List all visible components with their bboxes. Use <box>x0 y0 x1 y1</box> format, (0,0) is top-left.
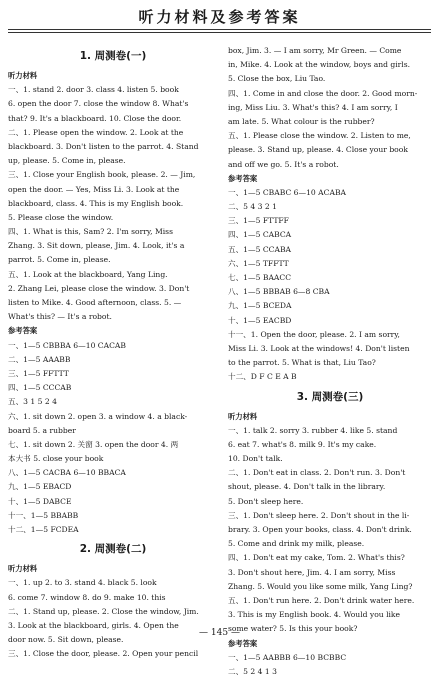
text-line: 三、1—5 FFTTT <box>8 368 69 378</box>
text-line: 八、1—5 CACBA 6—10 BBACA <box>8 468 126 478</box>
text-line: 三、1. Don't sleep here. 2. Don't shout in the li- <box>228 510 410 520</box>
text-line: 一、1—5 AABBB 6—10 BCBBC <box>228 652 347 662</box>
right-column <box>228 44 432 679</box>
text-line: 五、1. Look at the blackboard, Yang Ling. <box>8 269 168 279</box>
title-rule-top <box>8 29 431 30</box>
text-line: 3. This is my English book. 4. Would you like <box>228 610 401 620</box>
text-line: 二、1. Don't eat in class. 2. Don't run. 3. Don't <box>228 468 406 478</box>
text-line: 六、1—5 TFFTT <box>228 258 289 268</box>
text-line: 九、1—5 EBACD <box>8 482 72 492</box>
subsection-heading: 参考答案 <box>8 326 38 336</box>
text-line: 六、1. sit down 2. open 3. a window 4. a black- <box>8 411 188 421</box>
text-line: 5. Come and drink my milk, please. <box>228 539 365 549</box>
section-heading: 1. 周测卷(一) <box>79 50 147 62</box>
text-line: 十二、1—5 FCDEA <box>8 525 79 534</box>
text-line: and off we go. 5. It's a robot. <box>228 159 339 169</box>
text-line: 四、1. What is this, Sam? 2. I'm sorry, Miss <box>8 227 173 237</box>
text-line: board 5. a rubber <box>8 425 76 435</box>
text-line: 本大书 5. close your book <box>8 454 104 464</box>
subsection-heading: 听力材料 <box>8 564 38 574</box>
text-line: 三、1. Close the door, please. 2. Open your pencil <box>8 649 199 659</box>
page-number: — 145 — <box>199 628 240 638</box>
section-heading: 2. 周测卷(二) <box>79 543 147 556</box>
text-line: some water? 5. Is this your book? <box>228 624 358 634</box>
text-line: in, Mike. 4. Look at the window, boys and girls. <box>228 60 411 70</box>
text-line: 十二、D F C E A B <box>228 372 297 382</box>
text-line: am late. 5. What colour is the rubber? <box>228 116 375 126</box>
text-line: 一、1. stand 2. door 3. class 4. listen 5. book <box>8 85 179 95</box>
text-line: 十一、1. Open the door, please. 2. I am sorry, <box>228 329 400 339</box>
text-line: 三、1—5 FTTFF <box>228 216 289 226</box>
text-line: 四、1. Don't eat my cake, Tom. 2. What's this? <box>228 553 405 563</box>
subsection-heading: 听力材料 <box>228 411 258 421</box>
text-line: ing, Miss Liu. 3. What's this? 4. I am sorry, I <box>228 102 398 112</box>
title-rule-bottom <box>8 32 431 33</box>
text-line: What's this? — It's a robot. <box>8 312 112 322</box>
text-line: open the door. — Yes, Miss Li. 3. Look at the <box>8 184 180 194</box>
text-line: 6. eat 7. what's 8. milk 9. It's my cake. <box>228 439 377 449</box>
text-line: Zhang. 3. Sit down, please, Jim. 4. Look, it's a <box>8 241 185 251</box>
text-line: 五、1. Please close the window. 2. Listen to me, <box>228 131 411 141</box>
text-line: Zhang. 5. Would you like some milk, Yang Ling? <box>228 581 413 591</box>
text-line: 五、1—5 CCABA <box>228 244 292 254</box>
text-line: please. 3. Stand up, please. 4. Close your book <box>228 145 408 155</box>
text-line: 3. Look at the blackboard, girls. 4. Open the <box>8 620 179 630</box>
text-line: 四、1. Come in and close the door. 2. Good morn- <box>228 88 418 98</box>
text-line: 二、1. Please open the window. 2. Look at the <box>8 127 184 137</box>
section-heading: 3. 周测卷(三) <box>296 390 364 403</box>
text-line: 2. Zhang Lei, please close the window. 3. Don't <box>8 283 190 293</box>
subsection-heading: 听力材料 <box>8 71 38 80</box>
text-line: 二、1. Stand up, please. 2. Close the window, Jim. <box>8 606 199 616</box>
text-line: that? 9. It's a blackboard. 10. Close the door. <box>8 113 182 123</box>
text-line: 6. open the door 7. close the window 8. What's <box>8 99 189 109</box>
text-line: 3. Don't shout here, Jim. 4. I am sorry, Miss <box>228 567 396 577</box>
text-line: 四、1—5 CCCAB <box>8 383 72 393</box>
text-line: blackboard, class. 4. This is my English book. <box>8 198 184 208</box>
text-line: 九、1—5 BCEDA <box>228 301 292 311</box>
text-line: 5. Close the box, Liu Tao. <box>228 74 326 84</box>
text-line: 二、1—5 AAABB <box>8 354 71 364</box>
text-line: 一、1—5 CBABC 6—10 ACABA <box>228 187 347 197</box>
text-line: 5. Please close the window. <box>8 212 114 222</box>
text-line: Miss Li. 3. Look at the windows! 4. Don't listen <box>228 343 410 353</box>
text-line: door now. 5. Sit down, please. <box>8 635 124 645</box>
text-line: listen to Mike. 4. Good afternoon, class. 5. — <box>8 298 182 307</box>
text-line: 七、1. sit down 2. 关窗 3. open the door 4. 两 <box>8 439 179 449</box>
text-line: parrot. 5. Come in, please. <box>8 255 111 265</box>
text-line: 八、1—5 BBBAB 6—8 CBA <box>228 287 330 297</box>
text-line: 十、1—5 EACBD <box>228 315 292 325</box>
subsection-heading: 参考答案 <box>228 638 258 648</box>
text-line: 二、5 4 3 2 1 <box>228 202 277 212</box>
left-column <box>8 44 218 662</box>
text-line: 二、5 2 4 1 3 <box>228 666 277 676</box>
subsection-heading: 参考答案 <box>228 173 258 183</box>
text-line: 十一、1—5 BBABB <box>8 510 79 520</box>
text-line: 一、1—5 CBBBA 6—10 CACAB <box>8 340 126 350</box>
text-line: 5. Don't sleep here. <box>228 496 304 506</box>
text-line: 五、1. Don't run here. 2. Don't drink water here. <box>228 595 415 605</box>
text-line: blackboard. 3. Don't listen to the parrot. 4. Stand <box>8 141 199 151</box>
text-line: 一、1. up 2. to 3. stand 4. black 5. look <box>8 578 157 588</box>
text-line: 十、1—5 DABCE <box>8 496 72 506</box>
text-line: brary. 3. Open your books, class. 4. Don't drink. <box>228 525 412 534</box>
text-line: to the parrot. 5. What is that, Liu Tao? <box>228 358 376 368</box>
text-line: 6. come 7. window 8. do 9. make 10. this <box>8 592 166 602</box>
text-line: 三、1. Close your English book, please. 2. — Jim, <box>8 170 196 180</box>
text-line: up, please. 5. Come in, please. <box>8 156 126 166</box>
text-line: 一、1. talk 2. sorry 3. rubber 4. like 5. stand <box>228 425 398 435</box>
text-line: 七、1—5 BAACC <box>228 273 292 282</box>
text-line: box, Jim. 3. — I am sorry, Mr Green. — Come <box>228 46 402 55</box>
text-line: 五、3 1 5 2 4 <box>8 397 57 407</box>
text-line: 10. Don't talk. <box>228 454 283 464</box>
page-title: 听力材料及参考答案 <box>138 8 301 26</box>
text-line: 四、1—5 CABCA <box>228 230 292 240</box>
text-line: shout, please. 4. Don't talk in the library. <box>228 482 386 492</box>
